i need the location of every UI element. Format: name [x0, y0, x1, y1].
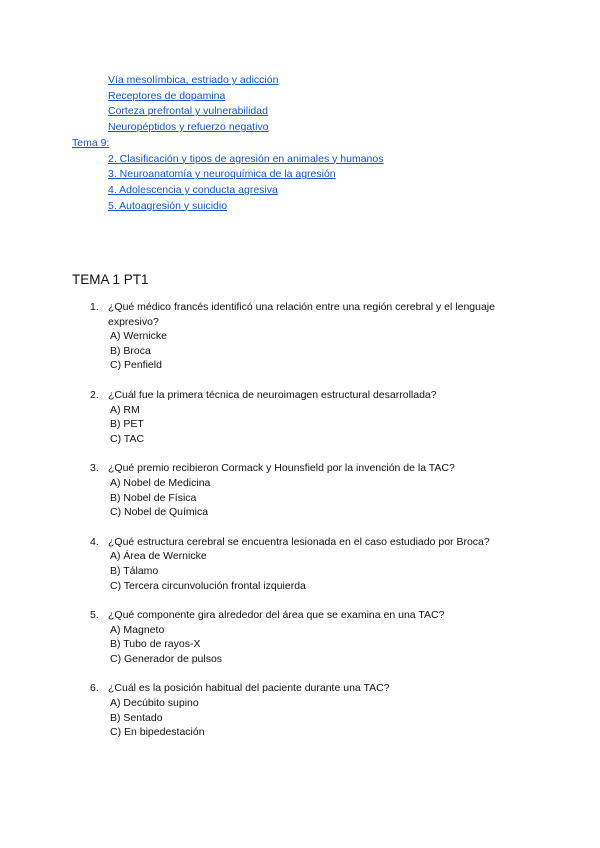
toc-link[interactable]: 4. Adolescencia y conducta agresiva	[108, 183, 278, 196]
question-number: 1.	[90, 301, 99, 313]
answer-option: B) Sentado	[110, 711, 163, 724]
answer-option: A) Magneto	[110, 623, 165, 636]
question-text: ¿Cuál es la posición habitual del paciente durante una TAC?	[108, 682, 390, 695]
toc-link[interactable]: Vía mesolímbica, estriado y adicción	[108, 74, 279, 86]
question-text: ¿Qué componente gira alrededor del área que se examina en una TAC?	[108, 609, 445, 622]
question-number: 3.	[90, 462, 99, 475]
toc-link[interactable]: 5. Autoagresión y suicidio	[108, 199, 228, 212]
question-text: ¿Qué premio recibieron Cormack y Hounsfield por la invención de la TAC?	[108, 462, 455, 475]
question-number: 6.	[90, 682, 99, 695]
answer-option: C) Generador de pulsos	[110, 652, 223, 665]
answer-option: B) Tálamo	[110, 564, 159, 577]
answer-option: C) Nobel de Química	[110, 506, 209, 519]
section-title: TEMA 1 PT1	[72, 272, 149, 287]
answer-option: B) Nobel de Física	[110, 491, 197, 504]
question-item	[72, 535, 532, 593]
toc-link[interactable]: 2. Clasificación y tipos de agresión en animales y humanos	[108, 152, 384, 165]
toc-link[interactable]: 3. Neuroanatomía y neuroquímica de la agresión	[108, 168, 336, 181]
question-text: ¿Cuál fue la primera técnica de neuroimagen estructural desarrollada?	[108, 388, 437, 401]
answer-option: A) Wernicke	[110, 330, 167, 343]
answer-option: A) RM	[110, 403, 140, 416]
question-number: 5.	[90, 609, 99, 622]
toc-link[interactable]: Neuropéptidos y refuerzo negativo	[108, 121, 269, 134]
answer-option: B) Broca	[110, 344, 151, 357]
question-number: 2.	[90, 388, 99, 401]
answer-option: C) TAC	[110, 432, 145, 445]
answer-option: A) Área de Wernicke	[110, 550, 207, 563]
question-text: ¿Qué médico francés identificó una relación entre una región cerebral y el lenguaje expresivo?	[108, 301, 495, 328]
answer-option: C) En bipedestación	[110, 726, 205, 739]
toc-link-tema-9[interactable]: Tema 9:	[72, 136, 110, 149]
question-number: 4.	[90, 535, 99, 548]
toc-link[interactable]: Corteza prefrontal y vulnerabilidad	[108, 105, 268, 118]
answer-option: C) Penfield	[110, 359, 162, 372]
question-text: ¿Qué estructura cerebral se encuentra lesionada en el caso estudiado por Broca?	[108, 535, 490, 548]
table-of-contents	[72, 73, 552, 214]
answer-option: B) Tubo de rayos-X	[110, 638, 201, 651]
answer-option: C) Tercera circunvolución frontal izquierda	[110, 579, 306, 592]
toc-link[interactable]: Receptores de dopamina	[108, 89, 226, 102]
question-item	[72, 388, 532, 446]
answer-option: B) PET	[110, 418, 144, 431]
question-item	[72, 681, 532, 739]
question-item	[72, 608, 532, 666]
question-item	[72, 461, 532, 519]
question-item	[72, 300, 532, 373]
answer-option: A) Decúbito supino	[110, 697, 199, 710]
answer-option: A) Nobel de Medicina	[110, 476, 211, 489]
question-list	[72, 300, 532, 755]
